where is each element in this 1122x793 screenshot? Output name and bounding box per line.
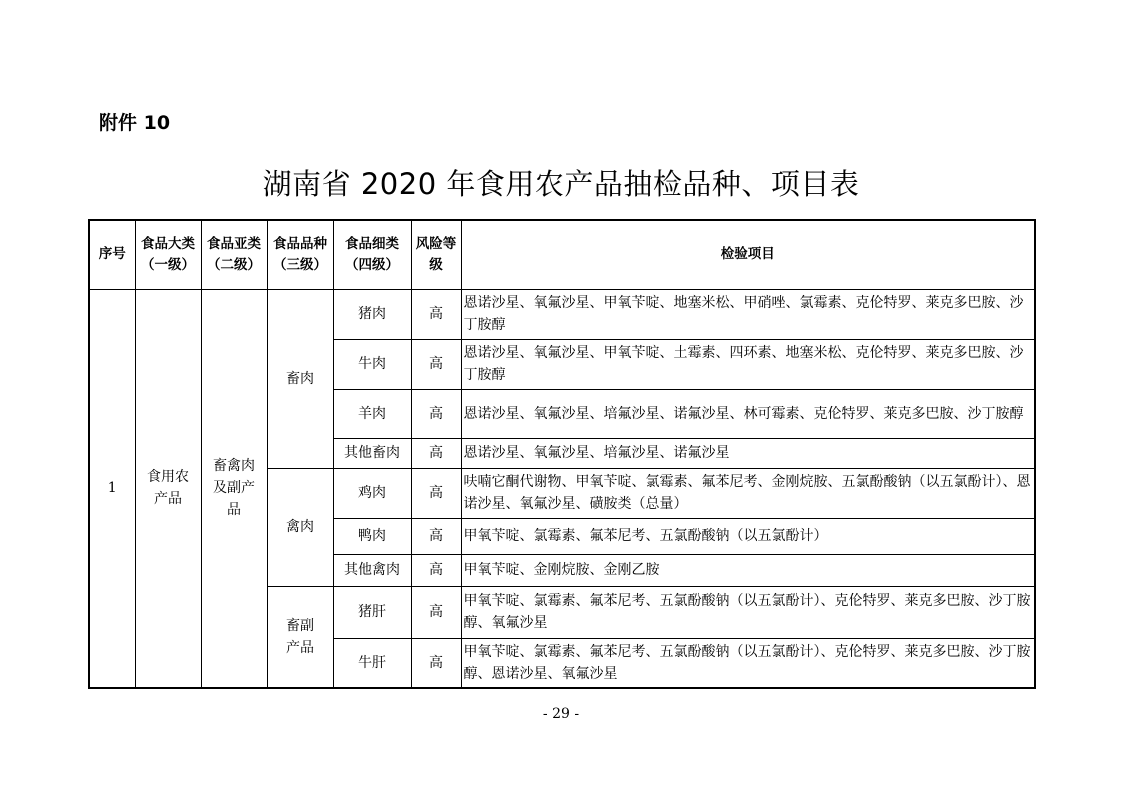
cell-items: 恩诺沙星、氧氟沙星、培氟沙星、诺氟沙星: [461, 438, 1035, 468]
cell-risk: 高: [411, 389, 461, 438]
cell-cat4: 猪肉: [333, 289, 411, 339]
cell-cat2: 畜禽肉及副产品: [201, 289, 267, 688]
cell-risk: 高: [411, 468, 461, 518]
cell-risk: 高: [411, 289, 461, 339]
cell-risk: 高: [411, 339, 461, 389]
page-number: - 29 -: [542, 706, 580, 722]
attachment-label: 附件 10: [99, 112, 171, 134]
header-risk: 风险等级: [411, 220, 461, 289]
header-cat1: 食品大类（一级）: [135, 220, 201, 289]
cell-items: 恩诺沙星、氧氟沙星、甲氧苄啶、土霉素、四环素、地塞米松、克伦特罗、莱克多巴胺、沙丁胺醇: [461, 339, 1035, 389]
header-no: 序号: [89, 220, 135, 289]
cell-items: 甲氧苄啶、氯霉素、氟苯尼考、五氯酚酸钠（以五氯酚计）、克伦特罗、莱克多巴胺、沙丁胺醇、氧氟沙星: [461, 586, 1035, 638]
cell-cat4: 其他畜肉: [333, 438, 411, 468]
header-cat2: 食品亚类（二级）: [201, 220, 267, 289]
cell-items: 呋喃它酮代谢物、甲氧苄啶、氯霉素、氟苯尼考、金刚烷胺、五氯酚酸钠（以五氯酚计）、恩诺沙星、氧氟沙星、磺胺类（总量）: [461, 468, 1035, 518]
header-cat4: 食品细类（四级）: [333, 220, 411, 289]
document-title: 湖南省 2020 年食用农产品抽检品种、项目表: [262, 167, 860, 201]
cell-cat1: 食用农产品: [135, 289, 201, 688]
cell-cat4: 猪肝: [333, 586, 411, 638]
header-items: 检验项目: [461, 220, 1035, 289]
cell-items: 甲氧苄啶、氯霉素、氟苯尼考、五氯酚酸钠（以五氯酚计）: [461, 518, 1035, 554]
table-header-row: [89, 220, 1035, 289]
cell-items: 恩诺沙星、氧氟沙星、甲氧苄啶、地塞米松、甲硝唑、氯霉素、克伦特罗、莱克多巴胺、沙丁胺醇: [461, 289, 1035, 339]
cell-risk: 高: [411, 586, 461, 638]
cell-no: 1: [89, 289, 135, 688]
cell-cat3: 畜肉: [267, 289, 333, 468]
inspection-table: [88, 219, 1036, 689]
cell-cat4: 牛肝: [333, 638, 411, 688]
cell-cat3: 畜副产品: [267, 586, 333, 688]
cell-items: 甲氧苄啶、金刚烷胺、金刚乙胺: [461, 554, 1035, 586]
cell-cat4: 羊肉: [333, 389, 411, 438]
cell-cat4: 牛肉: [333, 339, 411, 389]
cell-cat3: 禽肉: [267, 468, 333, 586]
cell-cat4: 鸭肉: [333, 518, 411, 554]
cell-items: 恩诺沙星、氧氟沙星、培氟沙星、诺氟沙星、林可霉素、克伦特罗、莱克多巴胺、沙丁胺醇: [461, 389, 1035, 438]
cell-risk: 高: [411, 518, 461, 554]
cell-risk: 高: [411, 554, 461, 586]
cell-risk: 高: [411, 438, 461, 468]
header-cat3: 食品品种（三级）: [267, 220, 333, 289]
table-row: [89, 289, 1035, 339]
cell-risk: 高: [411, 638, 461, 688]
cell-cat4: 鸡肉: [333, 468, 411, 518]
cell-cat4: 其他禽肉: [333, 554, 411, 586]
cell-items: 甲氧苄啶、氯霉素、氟苯尼考、五氯酚酸钠（以五氯酚计）、克伦特罗、莱克多巴胺、沙丁胺醇、恩诺沙星、氧氟沙星: [461, 638, 1035, 688]
